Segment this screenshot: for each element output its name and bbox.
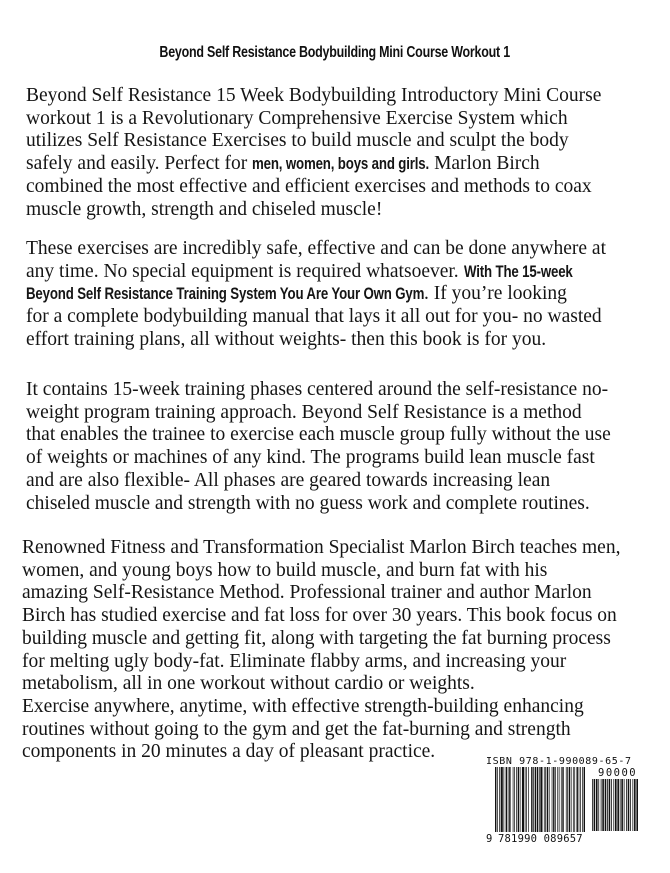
body-text: Exercise anywhere, anytime, with effective strength-building enhancing	[22, 695, 584, 717]
text-line	[22, 582, 642, 605]
body-text: Birch has studied exercise and fat loss for over 30 years. This book focus on	[22, 605, 617, 627]
body-text: . If you’re looking	[423, 283, 567, 305]
body-text: weight program training approach. Beyond Self Resistance is a method	[26, 401, 582, 423]
page-title-text: Beyond Self Resistance Bodybuilding Mini Course Workout 1	[159, 44, 511, 61]
text-line	[22, 696, 642, 719]
body-text: It contains 15-week training phases centered around the self-resistance no-	[26, 379, 609, 400]
text-line	[26, 283, 646, 306]
body-text: and are also flexible- All phases are geared towards increasing lean	[26, 469, 551, 491]
body-text: chiseled muscle and strength with no guess work and complete routines.	[26, 492, 590, 514]
emphasized-text: With The 15-week	[463, 261, 573, 281]
body-text: women, and young boys how to build muscle, and burn fat with his	[22, 559, 548, 581]
text-line	[22, 673, 642, 696]
body-text: Marlon Birch	[429, 153, 540, 175]
isbn-label: ISBN 978-1-990089-65-7	[486, 756, 632, 767]
emphasized-text: Beyond Self Resistance Training System You Are Your Own Gym	[26, 284, 425, 304]
body-text: amazing Self-Resistance Method. Professional trainer and author Marlon	[22, 582, 592, 604]
text-line	[22, 719, 642, 742]
paragraph-safety	[26, 238, 646, 352]
page-title	[0, 44, 670, 62]
body-text: utilizes Self Resistance Exercises to build muscle and sculpt the body	[26, 130, 569, 152]
body-text: of weights or machines of any kind. The programs build lean muscle fast	[26, 447, 595, 469]
text-line	[22, 651, 642, 674]
text-line	[26, 238, 646, 261]
text-line	[26, 85, 646, 108]
isbn-barcode	[486, 756, 642, 848]
body-text: routines without going to the gym and get the fat-burning and strength	[22, 718, 571, 740]
text-line	[22, 537, 642, 560]
text-line	[26, 130, 646, 153]
text-line	[22, 605, 642, 628]
body-text: for a complete bodybuilding manual that lays it all out for you- no wasted	[26, 306, 602, 328]
paragraph-author	[22, 537, 642, 764]
body-text: Beyond Self Resistance 15 Week Bodybuilding Introductory Mini Course	[26, 85, 602, 106]
text-line	[26, 306, 646, 329]
body-text: combined the most effective and efficient exercises and methods to coax	[26, 175, 592, 197]
text-line	[26, 402, 646, 425]
body-text: building muscle and getting fit, along with targeting the fat burning process	[22, 627, 611, 649]
barcode-digit-groups: 781990 089657	[498, 833, 583, 845]
body-text: Renowned Fitness and Transformation Specialist Marlon Birch teaches men,	[22, 537, 621, 558]
barcode-addon-bars	[592, 779, 638, 831]
text-line	[26, 447, 646, 470]
text-line	[22, 560, 642, 583]
text-line	[26, 379, 646, 402]
body-text: for melting ugly body-fat. Eliminate flabby arms, and increasing your	[22, 650, 567, 672]
body-text: workout 1 is a Revolutionary Comprehensive Exercise System which	[26, 107, 568, 129]
text-line	[26, 329, 646, 352]
barcode-addon-code: 90000	[598, 767, 638, 779]
text-line	[26, 176, 646, 199]
barcode-main-bars	[495, 767, 585, 832]
body-text: safely and easily. Perfect for	[26, 153, 253, 175]
text-line	[26, 108, 646, 131]
body-text: effort training plans, all without weights- then this book is for you.	[26, 328, 547, 350]
body-text: muscle growth, strength and chiseled muscle!	[26, 198, 383, 220]
body-text: any time. No special equipment is required whatsoever.	[26, 260, 464, 282]
text-line	[26, 424, 646, 447]
paragraph-intro	[26, 85, 646, 221]
text-line	[26, 470, 646, 493]
text-line	[26, 261, 646, 284]
text-line	[26, 493, 646, 516]
body-text: These exercises are incredibly safe, effective and can be done anywhere at	[26, 238, 607, 259]
text-line	[26, 199, 646, 222]
body-text: components in 20 minutes a day of pleasant practice.	[22, 741, 436, 763]
body-text: that enables the trainee to exercise each muscle group fully without the use	[26, 424, 611, 446]
barcode-first-digit: 9	[486, 833, 493, 845]
text-line	[26, 153, 646, 176]
paragraph-program	[26, 379, 646, 515]
body-text: metabolism, all in one workout without cardio or weights.	[22, 673, 475, 695]
text-line	[22, 628, 642, 651]
emphasized-text: men, women, boys and girls.	[252, 154, 430, 174]
